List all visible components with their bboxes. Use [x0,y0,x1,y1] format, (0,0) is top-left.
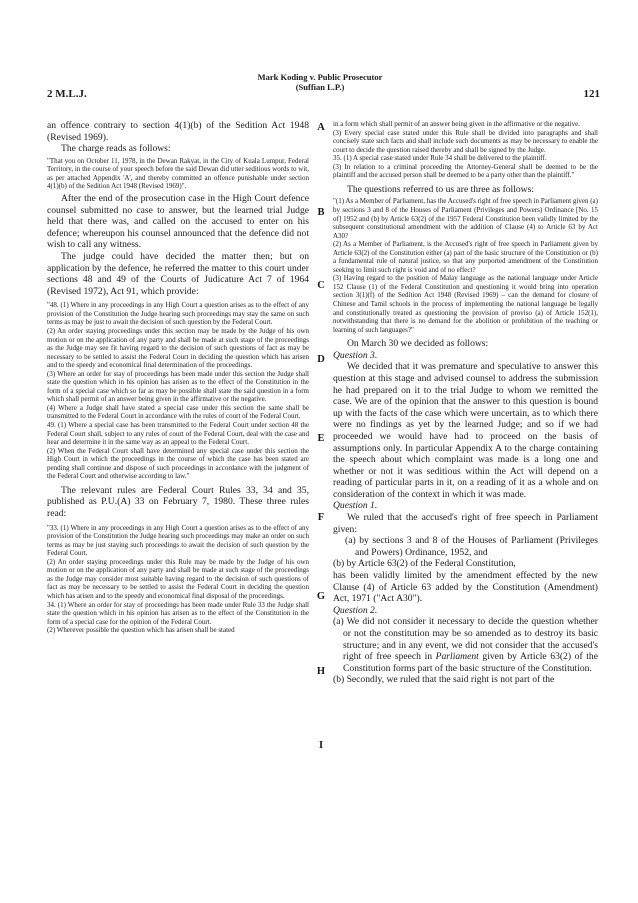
quotation-paragraph: "33. (1) Where in any proceedings in any High Court a question arises as to the effect of any provision of the Constitution the Judge hearing such proceedings may make an order on such terms as may be just staying such proceedings to await the decision of such question by the Federal Court. [47,523,309,558]
quotation-paragraph: "48. (1) Where in any proceedings in any High Court a question arises as to the effect of any provision of the Constitution the Judge hearing such proceedings may stay the same on such terms as may be just to await the decision of such question by the Federal Court. [47,301,309,327]
italic-text-run: Parliament [435,651,479,663]
body-paragraph: After the end of the prosecution case in the High Court defence counsel submitted no case to answer, but the learned trial Judge held that there was, and called on the accused to enter on his defence; whereupon his counsel announced that the defence did not wish to call any witness. [47,192,309,251]
body-paragraph: The relevant rules are Federal Court Rules 33, 34 and 35, published as P.U.(A) 33 on February 7, 1980. These three rules read: [47,484,309,519]
charge-quotation: "That you on October 11, 1978, in the Dewan Rakyat, in the City of Kuala Lumpur, Federal Territory, in the course of your speech before the said Dewan did utter seditious words to wit, as per attached Appendix 'A', and thereby committed an offence punishable under section 4(1)(b) of the Sedition Act 1948 (Revised 1969)". [47,156,309,191]
body-paragraph: We decided that it was premature and speculative to answer this question at this stage and advised counsel to address the submission he had prepared on it to the trial Judge to whom we remitted the case. We are of the opinion that the answer to this question is bound up with the facts of the case which were uncertain, as to which there were no findings as yet by the learned Judge; and so if we had proceeded we would have had to proceed on the basis of assumptions only. In particular Appendix A to the charge containing the speech about which complaint was made is a long one and whether or not it was seditious within the Act will depend on a reading of particular parts in it, on a reading of it as a whole and on consideration of the context in which it was made. [333,361,598,500]
margin-letter-f: F [317,512,325,523]
body-paragraph: We ruled that the accused's right of free speech in Parliament given: [333,512,598,535]
margin-letter-c: C [317,280,325,291]
quotation-paragraph: "(1) As a Member of Parliament, has the Accused's right of free speech in Parliament given (a) by sections 3 and 8 of the Houses of Parliament (Privileges and Powers) Ordinance [No. 15 of] 1952 and (b) by Article 63(2) of the 1957 Federal Constitution been validly limited by the subsequent constitutional amendment with the addition of Clause (4) to Article 63 by Act A30? [333,197,598,240]
list-item [333,616,598,674]
list-item: (b) Secondly, we ruled that the said right is not part of the [333,674,555,686]
body-paragraph: The questions referred to us are three as follows: [347,183,535,195]
margin-letter-i: I [318,740,324,751]
judge-name: (Suffian L.P.) [295,82,345,92]
quotation-paragraph: (2) An order staying proceedings under this Rule may be made by the Judge of his own motion or on the application of any party and shall be made at such stage of the proceedings as the Judge may consider most suitable having regard to the decision of such questions of fact as may be necessary to be settled to assist the Federal Court in deciding the question which has arisen and to the speedy and economical final disposal of the proceedings. [47,557,309,600]
rules-quotation [47,524,309,635]
body-paragraph: On March 30 we decided as follows: [347,338,489,350]
quotation-paragraph: (2) When the Federal Court shall have determined any special case under this section the High Court in which the proceedings in the course of which the case has been stated are pending shall continue and dispose of such proceedings in accordance with the judgment of the Federal Court and otherwise according to law." [47,446,309,481]
body-paragraph: an offence contrary to section 4(1)(b) of the Sedition Act 1948 (Revised 1969). [47,120,309,143]
body-paragraph: has been validly limited by the amendment effected by the new Clause (4) of Article 63 added by the Constitution (Amendment) Act, 1971 ("Act A30"). [333,570,598,605]
left-column [47,120,309,900]
margin-letter-d: D [317,354,325,365]
margin-letter-a: A [317,122,325,133]
questions-quotation [333,197,598,334]
list-item: (b) by Article 63(2) of the Federal Constitution, [333,558,516,570]
quotation-paragraph: (3) Having regard to the position of Malay language as the national language under Article 152 Clause (1) of the Federal Constitution and questioning it would bring into operation section 3(1)(f) of the Sedition Act 1948 (Revised 1969) – can the demand for closure of Chinese and Tamil schools in the process of implementing the national language be legally and constitutionally treated as questioning the provision of proviso (a) of Article 152(1), notwithstanding that there is no demand for the abolition or prohibition of the teaching or learning of such languages?" [333,274,598,334]
margin-letter-e: E [317,433,325,444]
quotation-paragraph: 34. (1) Where an order for stay of proceedings has been made under Rule 33 the Judge shall state the question which in his opinion has arisen as to the effect of the Constitution in the form of a special case for the opinion of the Federal Court. [47,600,309,626]
body-paragraph: The charge reads as follows: [61,143,171,155]
quotation-paragraph: 35. (1) A special case stated under Rule 34 shall be delivered to the plaintiff. [333,154,547,163]
quotation-paragraph: (2) An order staying proceedings under this section may be made by the Judge of his own motion or on the application of any party and shall be made at such stage of the proceedings as the Judge may see fit having regard to the decision of such questions of fact as may be necessary to be settled to assist the Federal Court in deciding the question which has arisen and to the speedy and economical final determination of the proceedings. [47,326,309,370]
statute-quotation-cja [47,301,309,480]
margin-letter-h: H [316,666,326,677]
rules-quotation-continued [333,120,598,180]
body-paragraph: The judge could have decided the matter then; but on application by the defence, he referred the matter to this court under sections 48 and 49 of the Courts of Judicature Act 7 of 1964 (Revised 1972), Act 91, which provide: [47,250,309,297]
margin-letter-b: B [317,207,325,218]
list-item: (a) by sections 3 and 8 of the Houses of Parliament (Privileges and Powers) Ordinance, 1952, and [345,535,598,558]
quotation-paragraph: (4) Where a Judge shall have stated a special case under this section the same shall be transmitted to the Federal Court in accordance with the rules of court of the Federal Court. [47,403,309,421]
page-number: 121 [583,88,600,100]
question-2-heading: Question 2. [333,604,378,616]
quotation-paragraph: (3) Where an order for stay of proceedings has been made under this section the Judge shall state the question which in his opinion has arisen as to the effect of the Constitution in the form of a special case which so far as may be possible shall state the said question in a form which shall permit of an answer being given in the affirmative or the negative. [47,369,309,404]
quotation-paragraph: (3) Every special case stated under this Rule shall be divided into paragraphs and shall concisely state such facts and shall include such documents as may be necessary to enable the court to decide the question raised thereby and shall be signed by the Judge. [333,128,598,154]
margin-letter-g: G [316,591,326,602]
quotation-paragraph: (3) In relation to a criminal proceeding the Attorney-General shall be deemed to be the plaintiff and the accused person shall be deemed to be a party other than the plaintiff." [333,162,598,180]
quotation-paragraph: 49. (1) Where a special case has been transmitted to the Federal Court under section 48 the Federal Court shall, subject to any rules of court of the Federal Court, deal with the case and hear and determine it in the same way as an appeal to the Federal Court. [47,420,309,447]
right-column [333,120,598,900]
quotation-paragraph: (2) As a Member of Parliament, is the Accused's right of free speech in Parliament given by Article 63(2) of the Constitution either (a) part of the basic structure of the Constitution or (b) a fundamental rule of natural justice, so that any purported amendment of the Constitution seeking to limit such right is void and of no effect? [333,240,598,274]
question-3-heading: Question 3. [333,349,378,361]
text-run: given by Article 63(2) of the Constitution forms part of the basic structure of the Constitution. [343,651,598,674]
journal-citation: 2 M.L.J. [47,88,87,100]
running-header [220,72,420,92]
quotation-paragraph: in a form which shall permit of an answer being given in the affirmative or the negative. [333,120,580,128]
case-title: Mark Koding v. Public Prosecutor [257,72,383,82]
text-run: (a) We did not consider it necessary to decide the question whether or not the constitution may be so amended as to destroy its basic structure; and in any event, we did not consider that the accused's right of free speech in [333,616,598,663]
quotation-paragraph: (2) Wherever possible the question which has arisen shall be stated [47,626,235,635]
question-1-heading: Question 1. [333,500,378,512]
